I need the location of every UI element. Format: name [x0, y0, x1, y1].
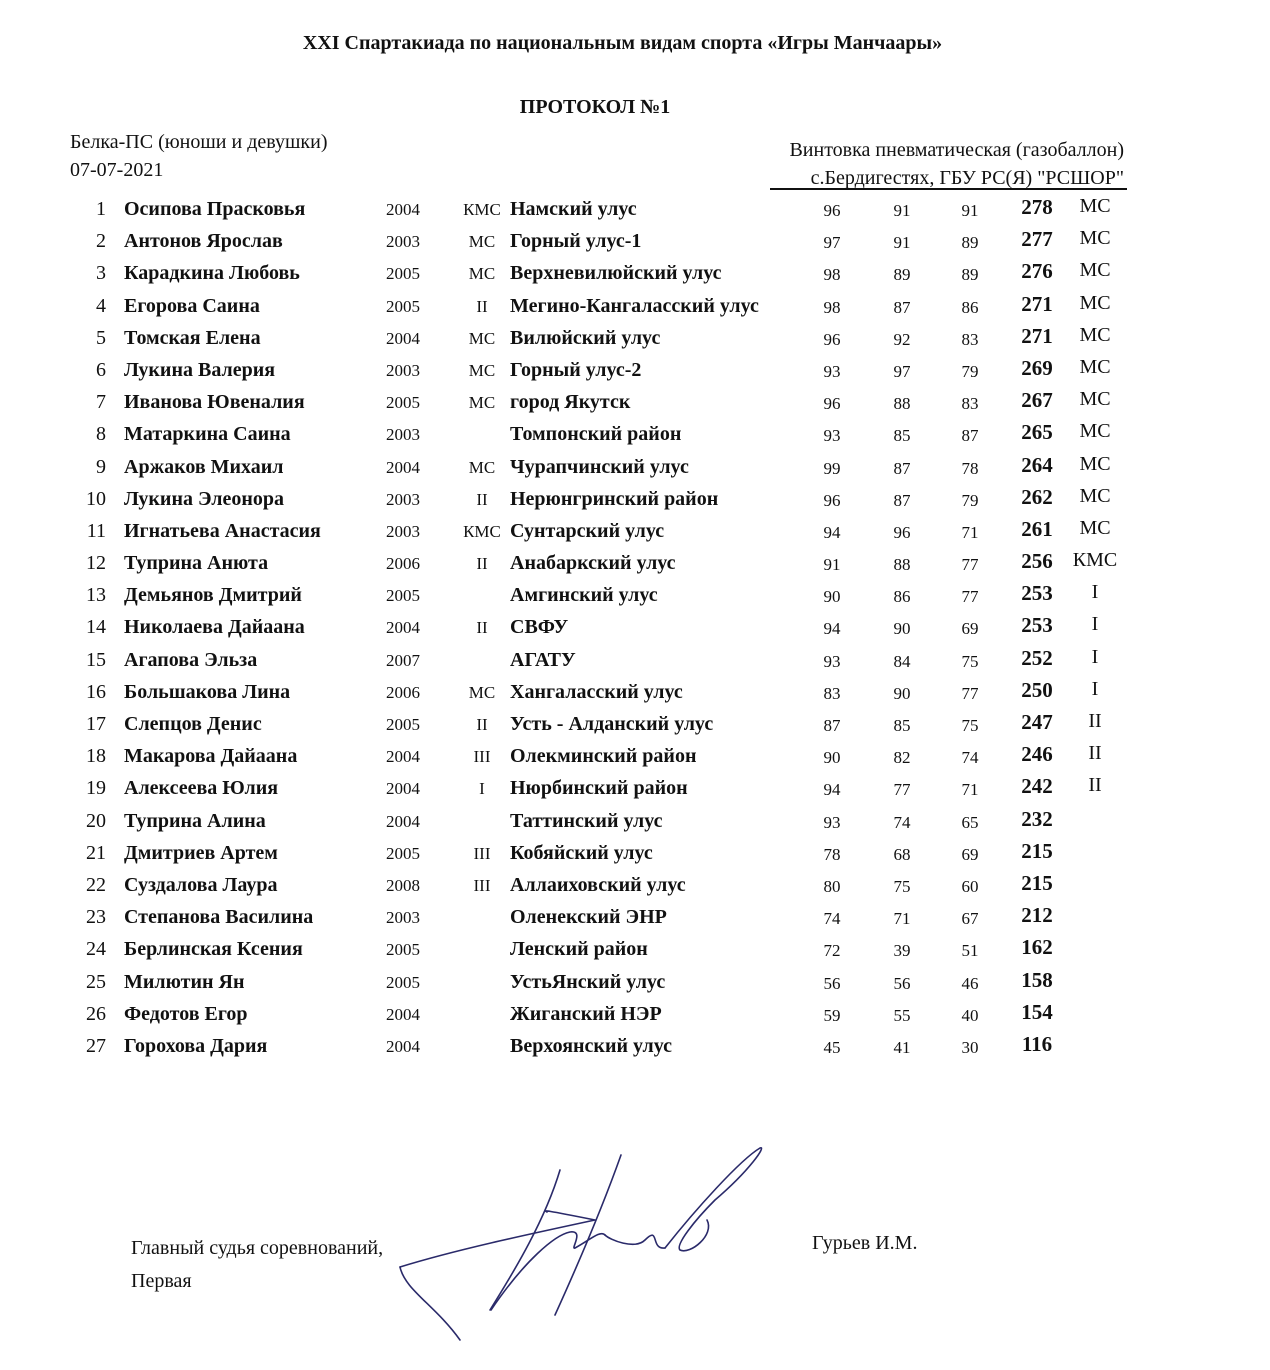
team-name: Чурапчинский улус — [510, 455, 689, 478]
series-1-score: 97 — [823, 233, 841, 253]
series-1-score: 96 — [823, 329, 841, 349]
team-name: АГАТУ — [510, 648, 576, 671]
table-row — [60, 452, 1140, 484]
birth-year: 2003 — [386, 489, 420, 509]
series-1-score: 96 — [823, 394, 841, 414]
athlete-name: Туприна Анюта — [124, 552, 269, 575]
total-score: 116 — [1021, 1031, 1053, 1056]
birth-year: 2003 — [386, 908, 420, 928]
total-score: 265 — [1021, 420, 1053, 445]
category-label: Белка-ПС (юноши и девушки) — [70, 131, 328, 153]
place-cell: 2 — [96, 230, 106, 253]
athlete-name: Федотов Егор — [124, 1002, 248, 1025]
table-row — [60, 967, 1140, 999]
team-name: Ленский район — [510, 938, 648, 961]
series-1-score: 78 — [823, 844, 841, 864]
place-cell: 21 — [86, 841, 106, 864]
birth-year: 2003 — [386, 232, 420, 252]
team-name: Нерюнгринский район — [510, 487, 719, 510]
series-1-score: 96 — [823, 201, 841, 220]
series-2-score: 55 — [893, 1005, 911, 1025]
series-1-score: 56 — [823, 973, 841, 993]
team-name: Верхоянский улус — [510, 1034, 672, 1057]
total-score: 267 — [1021, 388, 1053, 413]
team-name: УстьЯнский улус — [510, 970, 666, 993]
series-1-score: 87 — [823, 716, 841, 735]
total-score: 271 — [1021, 323, 1053, 348]
series-2-score: 77 — [893, 780, 911, 800]
series-2-score: 85 — [893, 426, 911, 446]
birth-year: 2004 — [386, 1004, 420, 1024]
sport-rank: II — [476, 715, 488, 734]
table-row — [60, 806, 1140, 838]
achieved-grade: МС — [1079, 259, 1111, 282]
birth-year: 2005 — [386, 296, 420, 316]
athlete-name: Лукина Валерия — [124, 358, 276, 381]
team-name: Амгинский улус — [510, 584, 658, 607]
signature-icon — [395, 1140, 775, 1350]
athlete-name: Агапова Эльза — [124, 648, 258, 671]
venue-label: с.Бердигестях, ГБУ РС(Я) "РСШОР" — [810, 167, 1124, 189]
total-score: 215 — [1021, 870, 1053, 895]
series-3-score: 60 — [961, 876, 979, 896]
place-cell: 17 — [86, 713, 106, 735]
series-2-score: 87 — [893, 297, 911, 317]
sport-rank: КМС — [463, 521, 501, 541]
table-row — [60, 226, 1140, 258]
series-2-score: 82 — [893, 748, 911, 768]
table-row — [60, 291, 1140, 323]
document-title: XXI Спартакиада по национальным видам спорта «Игры Манчаары» — [302, 32, 943, 54]
athlete-name: Аржаков Михаил — [124, 455, 284, 478]
judge-name: Гурьев И.М. — [812, 1232, 918, 1254]
total-score: 162 — [1021, 935, 1053, 960]
series-2-score: 68 — [893, 844, 911, 864]
sport-rank: III — [473, 843, 491, 863]
table-row — [60, 580, 1140, 612]
table-row — [60, 934, 1140, 966]
series-3-score: 74 — [961, 748, 979, 768]
series-1-score: 98 — [823, 265, 841, 285]
table-row — [60, 870, 1140, 902]
series-3-score: 65 — [961, 812, 979, 832]
place-cell: 15 — [86, 648, 106, 671]
table-row — [60, 387, 1140, 419]
birth-year: 2005 — [386, 586, 420, 606]
athlete-name: Егорова Саина — [124, 294, 260, 317]
series-3-score: 30 — [961, 1037, 979, 1057]
sport-rank: I — [479, 779, 485, 799]
team-name: Нюрбинский район — [510, 777, 688, 800]
total-score: 247 — [1021, 710, 1053, 734]
series-3-score: 71 — [961, 780, 979, 800]
athlete-name: Горохова Дария — [124, 1034, 268, 1057]
total-score: 232 — [1021, 806, 1053, 831]
team-name: город Якутск — [510, 391, 631, 414]
achieved-grade: КМС — [1072, 549, 1118, 572]
place-cell: 7 — [96, 391, 106, 414]
birth-year: 2004 — [386, 811, 420, 831]
table-row — [60, 838, 1140, 870]
series-1-score: 96 — [823, 490, 841, 510]
sport-rank: КМС — [463, 200, 501, 219]
achieved-grade: МС — [1079, 227, 1111, 250]
achieved-grade: МС — [1079, 452, 1111, 475]
total-score: 154 — [1021, 999, 1053, 1024]
series-3-score: 77 — [961, 587, 979, 607]
athlete-name: Игнатьева Анастасия — [124, 519, 321, 542]
total-score: 252 — [1021, 645, 1053, 670]
sport-rank: МС — [468, 457, 496, 477]
total-score: 215 — [1021, 838, 1053, 863]
birth-year: 2005 — [386, 715, 420, 734]
team-name: Жиганский НЭР — [510, 1002, 662, 1025]
series-1-score: 59 — [823, 1005, 841, 1025]
place-cell: 16 — [86, 680, 106, 703]
total-score: 271 — [1021, 291, 1053, 316]
series-2-score: 56 — [893, 973, 911, 993]
place-cell: 27 — [86, 1034, 106, 1057]
team-name: Горный улус-1 — [510, 230, 642, 253]
series-3-score: 83 — [961, 394, 979, 414]
birth-year: 2003 — [386, 425, 420, 445]
team-name: Кобяйский улус — [510, 841, 653, 864]
birth-year: 2004 — [386, 328, 420, 348]
athlete-name: Лукина Элеонора — [124, 487, 285, 510]
series-1-score: 93 — [823, 361, 841, 381]
series-1-score: 74 — [823, 909, 841, 929]
series-2-score: 97 — [893, 361, 911, 381]
total-score: 242 — [1021, 774, 1053, 799]
series-1-score: 90 — [823, 748, 841, 768]
athlete-name: Матаркина Саина — [124, 423, 291, 446]
meta-right — [789, 136, 1124, 192]
birth-year: 2004 — [386, 747, 420, 767]
place-cell: 1 — [96, 198, 106, 220]
series-2-score: 85 — [893, 716, 911, 735]
total-score: 256 — [1021, 549, 1053, 574]
series-2-score: 91 — [893, 201, 911, 220]
sport-rank: МС — [468, 328, 496, 348]
series-2-score: 88 — [893, 394, 911, 414]
series-3-score: 67 — [961, 909, 979, 929]
athlete-name: Демьянов Дмитрий — [124, 584, 302, 607]
team-name: Хангаласский улус — [510, 680, 683, 703]
table-row — [60, 709, 1140, 741]
series-2-score: 92 — [893, 329, 911, 349]
series-3-score: 46 — [961, 973, 979, 993]
series-1-score: 99 — [823, 458, 841, 478]
table-row — [60, 773, 1140, 805]
team-name: Олекминский район — [510, 745, 697, 768]
series-3-score: 83 — [961, 329, 979, 349]
sport-rank: III — [473, 747, 491, 767]
athlete-name: Карадкина Любовь — [124, 262, 300, 285]
series-2-score: 87 — [893, 490, 911, 510]
total-score: 158 — [1021, 967, 1053, 992]
team-name: Вилюйский улус — [510, 326, 661, 349]
table-row — [60, 484, 1140, 516]
series-1-score: 80 — [823, 876, 841, 896]
table-row — [60, 645, 1140, 677]
table-row — [60, 677, 1140, 709]
series-1-score: 94 — [823, 522, 841, 542]
table-row — [60, 902, 1140, 934]
total-score: 253 — [1021, 613, 1053, 638]
team-name: Томпонский район — [510, 423, 682, 446]
table-row — [60, 516, 1140, 548]
series-3-score: 77 — [961, 683, 979, 703]
athlete-name: Дмитриев Артем — [124, 841, 278, 864]
series-2-score: 88 — [893, 555, 911, 575]
series-2-score: 90 — [893, 619, 911, 639]
judge-role: Главный судья соревнований, — [131, 1237, 384, 1259]
results-table — [60, 194, 1140, 1063]
total-score: 264 — [1021, 452, 1053, 477]
team-name: Анабаркский улус — [510, 552, 676, 575]
series-2-score: 71 — [893, 909, 911, 929]
place-cell: 20 — [86, 809, 106, 832]
team-name: Аллаиховский улус — [510, 873, 686, 896]
table-row — [60, 999, 1140, 1031]
place-cell: 25 — [86, 970, 106, 993]
birth-year: 2005 — [386, 393, 420, 413]
total-score: 250 — [1021, 677, 1053, 702]
total-score: 261 — [1021, 516, 1053, 541]
series-2-score: 75 — [893, 876, 911, 896]
athlete-name: Туприна Алина — [124, 809, 266, 832]
place-cell: 13 — [86, 584, 106, 607]
series-2-score: 87 — [893, 458, 911, 478]
athlete-name: Алексеева Юлия — [124, 777, 279, 800]
total-score: 278 — [1021, 195, 1053, 219]
place-cell: 18 — [86, 745, 106, 768]
header-rule — [770, 188, 1127, 190]
sport-rank: II — [476, 554, 488, 574]
birth-year: 2006 — [386, 554, 420, 574]
team-name: Верхневилюйский улус — [510, 262, 722, 285]
sport-rank: МС — [468, 393, 496, 413]
place-cell: 22 — [86, 873, 106, 896]
place-cell: 8 — [96, 423, 106, 446]
series-3-score: 69 — [961, 619, 979, 639]
series-1-score: 72 — [823, 941, 841, 961]
achieved-grade: МС — [1079, 291, 1111, 314]
birth-year: 2004 — [386, 457, 420, 477]
series-2-score: 91 — [893, 233, 911, 253]
birth-year: 2007 — [386, 650, 420, 670]
table-row — [60, 194, 1140, 226]
achieved-grade: I — [1091, 613, 1099, 636]
series-2-score: 39 — [893, 941, 911, 961]
achieved-grade: II — [1088, 710, 1102, 732]
team-name: Намский улус — [510, 198, 637, 220]
achieved-grade: II — [1088, 742, 1102, 765]
achieved-grade: II — [1088, 774, 1102, 797]
athlete-name: Большакова Лина — [124, 680, 291, 703]
series-3-score: 79 — [961, 361, 979, 381]
birth-year: 2005 — [386, 940, 420, 960]
athlete-name: Осипова Прасковья — [124, 198, 306, 220]
achieved-grade: МС — [1079, 323, 1111, 346]
discipline-label: Винтовка пневматическая (газобаллон) — [789, 139, 1124, 161]
series-1-score: 83 — [823, 683, 841, 703]
athlete-name: Суздалова Лаура — [124, 873, 278, 896]
table-row — [60, 258, 1140, 290]
table-row — [60, 1031, 1140, 1063]
series-3-score: 77 — [961, 555, 979, 575]
series-1-score: 94 — [823, 619, 841, 639]
birth-year: 2005 — [386, 843, 420, 863]
series-2-score: 84 — [893, 651, 911, 671]
series-2-score: 86 — [893, 587, 911, 607]
place-cell: 11 — [86, 519, 106, 542]
sport-rank: МС — [468, 264, 496, 284]
birth-year: 2008 — [386, 875, 420, 895]
series-3-score: 75 — [961, 651, 979, 671]
team-name: СВФУ — [510, 616, 569, 639]
place-cell: 6 — [96, 358, 106, 381]
sport-rank: II — [476, 618, 488, 638]
athlete-name: Томская Елена — [124, 326, 261, 349]
sport-rank: МС — [468, 360, 496, 380]
total-score: 246 — [1021, 742, 1053, 767]
sport-rank: МС — [468, 232, 496, 252]
series-2-score: 96 — [893, 522, 911, 542]
birth-year: 2003 — [386, 521, 420, 541]
achieved-grade: МС — [1079, 420, 1111, 443]
birth-year: 2004 — [386, 1036, 420, 1056]
series-3-score: 75 — [961, 716, 979, 735]
athlete-name: Берлинская Ксения — [124, 938, 303, 961]
place-cell: 14 — [86, 616, 106, 639]
place-cell: 26 — [86, 1002, 106, 1025]
series-3-score: 89 — [961, 233, 979, 253]
series-2-score: 41 — [893, 1037, 911, 1057]
series-3-score: 89 — [961, 265, 979, 285]
birth-year: 2005 — [386, 264, 420, 284]
series-2-score: 90 — [893, 683, 911, 703]
team-name: Горный улус-2 — [510, 358, 642, 381]
athlete-name: Милютин Ян — [124, 970, 245, 993]
series-3-score: 78 — [961, 458, 979, 478]
achieved-grade: МС — [1079, 388, 1111, 411]
place-cell: 24 — [86, 938, 106, 961]
achieved-grade: I — [1091, 677, 1099, 700]
series-3-score: 69 — [961, 844, 979, 864]
athlete-name: Антонов Ярослав — [124, 230, 283, 253]
total-score: 277 — [1021, 227, 1053, 252]
table-row — [60, 355, 1140, 387]
athlete-name: Слепцов Денис — [124, 713, 262, 735]
total-score: 212 — [1021, 903, 1053, 928]
achieved-grade: МС — [1079, 516, 1111, 539]
series-3-score: 91 — [961, 201, 979, 220]
table-row — [60, 612, 1140, 644]
achieved-grade: МС — [1079, 355, 1111, 378]
series-2-score: 89 — [893, 265, 911, 285]
series-1-score: 93 — [823, 812, 841, 832]
birth-year: 2004 — [386, 618, 420, 638]
series-1-score: 90 — [823, 587, 841, 607]
series-3-score: 51 — [961, 941, 979, 961]
achieved-grade: МС — [1079, 195, 1111, 217]
protocol-title: ПРОТОКОЛ №1 — [519, 96, 671, 118]
table-row — [60, 419, 1140, 451]
place-cell: 3 — [96, 262, 106, 285]
judge-category: Первая — [131, 1270, 192, 1292]
sport-rank: II — [476, 296, 488, 316]
place-cell: 10 — [86, 487, 106, 510]
team-name: Усть - Алданский улус — [510, 713, 714, 735]
total-score: 276 — [1021, 259, 1053, 284]
series-3-score: 71 — [961, 522, 979, 542]
achieved-grade: I — [1091, 645, 1099, 668]
signature-block — [131, 1232, 383, 1298]
place-cell: 12 — [86, 552, 106, 575]
series-1-score: 91 — [823, 555, 841, 575]
series-1-score: 94 — [823, 780, 841, 800]
meta-left — [70, 128, 327, 184]
birth-year: 2004 — [386, 779, 420, 799]
athlete-name: Макарова Дайаана — [124, 745, 298, 768]
place-cell: 5 — [96, 326, 106, 349]
birth-year: 2004 — [386, 200, 420, 219]
athlete-name: Иванова Ювеналия — [124, 391, 305, 414]
series-1-score: 45 — [823, 1037, 841, 1057]
sport-rank: МС — [468, 682, 496, 702]
athlete-name: Николаева Дайаана — [124, 616, 305, 639]
series-1-score: 93 — [823, 426, 841, 446]
place-cell: 19 — [86, 777, 106, 800]
series-3-score: 40 — [961, 1005, 979, 1025]
achieved-grade: МС — [1079, 484, 1111, 507]
table-row — [60, 548, 1140, 580]
team-name: Мегино-Кангаласский улус — [510, 294, 759, 317]
place-cell: 4 — [96, 294, 106, 317]
birth-year: 2005 — [386, 972, 420, 992]
date-label: 07-07-2021 — [70, 159, 164, 181]
birth-year: 2003 — [386, 360, 420, 380]
table-row — [60, 323, 1140, 355]
table-row — [60, 741, 1140, 773]
achieved-grade: I — [1091, 581, 1099, 604]
team-name: Таттинский улус — [510, 809, 663, 832]
team-name: Сунтарский улус — [510, 519, 665, 542]
total-score: 253 — [1021, 581, 1053, 606]
place-cell: 9 — [96, 455, 106, 478]
series-1-score: 93 — [823, 651, 841, 671]
sport-rank: II — [476, 489, 488, 509]
total-score: 269 — [1021, 355, 1053, 380]
athlete-name: Степанова Василина — [124, 906, 314, 929]
series-3-score: 79 — [961, 490, 979, 510]
place-cell: 23 — [86, 906, 106, 929]
series-3-score: 86 — [961, 297, 979, 317]
team-name: Оленекский ЭНР — [510, 906, 667, 929]
series-3-score: 87 — [961, 426, 979, 446]
total-score: 262 — [1021, 484, 1053, 509]
series-1-score: 98 — [823, 297, 841, 317]
sport-rank: III — [473, 875, 491, 895]
series-2-score: 74 — [893, 812, 911, 832]
birth-year: 2006 — [386, 682, 420, 702]
